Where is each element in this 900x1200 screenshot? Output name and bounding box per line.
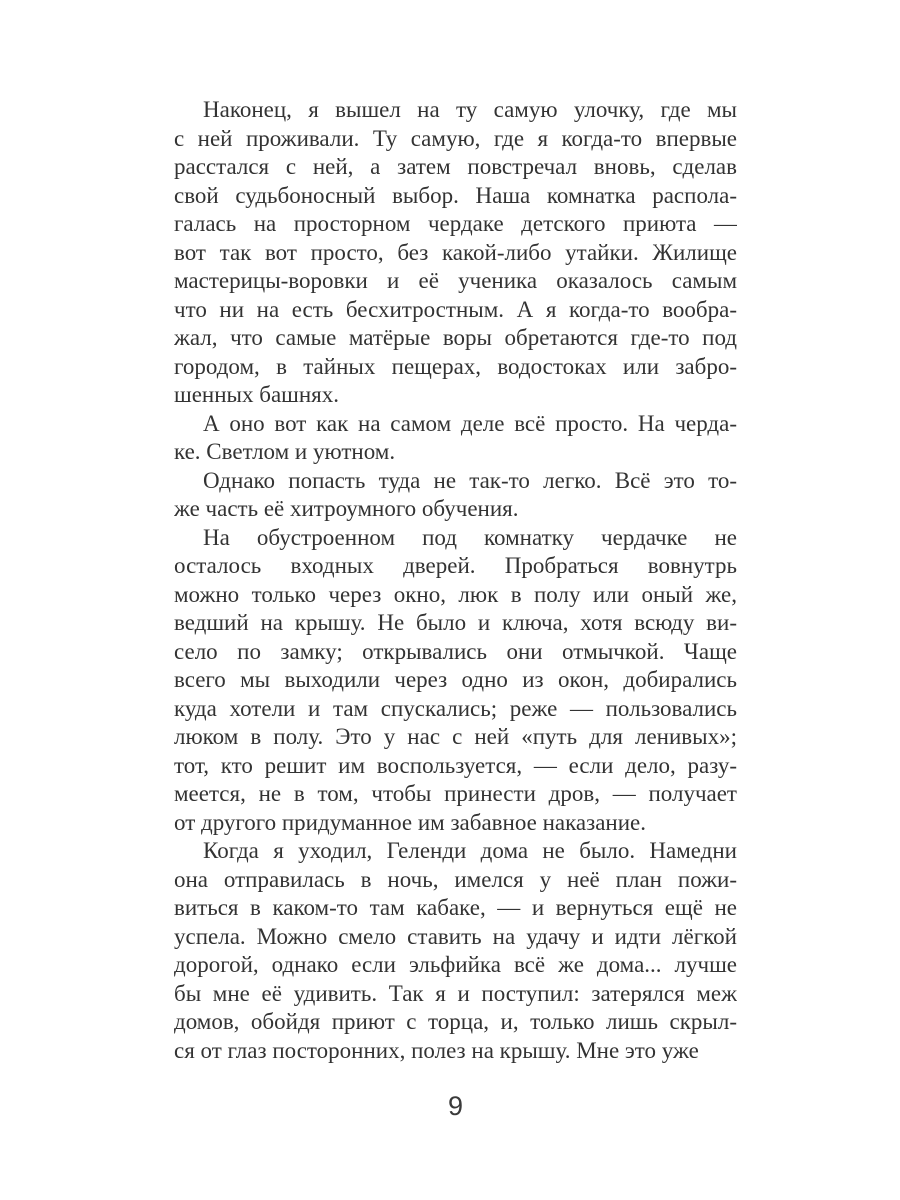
text-line: виться в каком-то там кабаке, — и вернуться ещё не: [174, 895, 737, 920]
text-line: ведший на крышу. Не было и ключа, хотя всюду ви-: [174, 610, 737, 635]
text-line: тот, кто решит им воспользуется, — если дело, разу-: [174, 752, 737, 778]
text-line: куда хотели и там спускались; реже — пользовались: [174, 695, 737, 721]
text-line: мастерицы-воровки и её ученика оказалось самым: [174, 268, 737, 293]
text-line: можно только через окно, люк в полу или оный же,: [174, 581, 737, 607]
text-line: А оно вот как на самом деле всё просто. На черда-: [203, 410, 737, 436]
text-line: с ней проживали. Ту самую, где я когда-то впервые: [174, 125, 737, 151]
text-line: Наконец, я вышел на ту самую улочку, где мы: [203, 97, 737, 122]
paragraph-1: [174, 96, 737, 410]
text-line: домов, обойдя приют с торца, и, только лишь скрыл-: [174, 1009, 737, 1034]
text-line: жал, что самые матёрые воры обретаются где-то под: [174, 325, 737, 350]
text-line: расстался с ней, а затем повстречал вновь, сделав: [174, 154, 737, 179]
text-line: ся от глаз посторонних, полез на крышу. Мне это уже: [174, 1037, 699, 1063]
text-line: что ни на есть бесхитростным. А я когда-то вообра-: [174, 296, 737, 322]
paragraph-3: [174, 467, 737, 524]
text-line: На обустроенном под комнатку чердачке не: [203, 524, 737, 550]
paragraph-4: [174, 524, 737, 838]
paragraph-2: [174, 410, 737, 467]
text-line: ке. Светлом и уютном.: [174, 439, 396, 464]
text-line: село по замку; открывались они отмычкой. Чаще: [174, 638, 737, 664]
paragraph-5: [174, 837, 737, 1065]
text-line: всего мы выходили через одно из окон, добирались: [174, 667, 737, 692]
text-line: шенных башнях.: [174, 382, 339, 407]
page-number: 9: [447, 1091, 464, 1121]
text-line: меется, не в том, чтобы принести дров, — получает: [174, 781, 737, 806]
text-line: успела. Можно смело ставить на удачу и идти лёгкой: [174, 923, 737, 949]
text-line: бы мне её удивить. Так я и поступил: затерялся меж: [174, 980, 737, 1006]
text-line: городом, в тайных пещерах, водостоках или забро-: [174, 353, 737, 379]
text-line: осталось входных дверей. Пробраться вовнутрь: [174, 553, 737, 578]
text-line: свой судьбоносный выбор. Наша комнатка распола-: [174, 182, 737, 208]
text-line: Когда я уходил, Геленди дома не было. Намедни: [203, 838, 737, 863]
text-line: же часть её хитроумного обучения.: [174, 496, 519, 521]
text-line: люком в полу. Это у нас с ней «путь для ленивых»;: [174, 724, 737, 749]
text-line: она отправилась в ночь, имелся у неё план пожи-: [174, 866, 737, 892]
text-line: дорогой, однако если эльфийка всё же дома... лучше: [174, 952, 737, 977]
text-line: галась на просторном чердаке детского приюта —: [174, 211, 737, 236]
text-line: вот так вот просто, без какой-либо утайки. Жилище: [174, 239, 737, 265]
text-line: от другого придуманное им забавное наказание.: [174, 809, 646, 835]
text-line: Однако попасть туда не так-то легко. Всё это то-: [203, 467, 737, 493]
page-text: [174, 96, 737, 1065]
